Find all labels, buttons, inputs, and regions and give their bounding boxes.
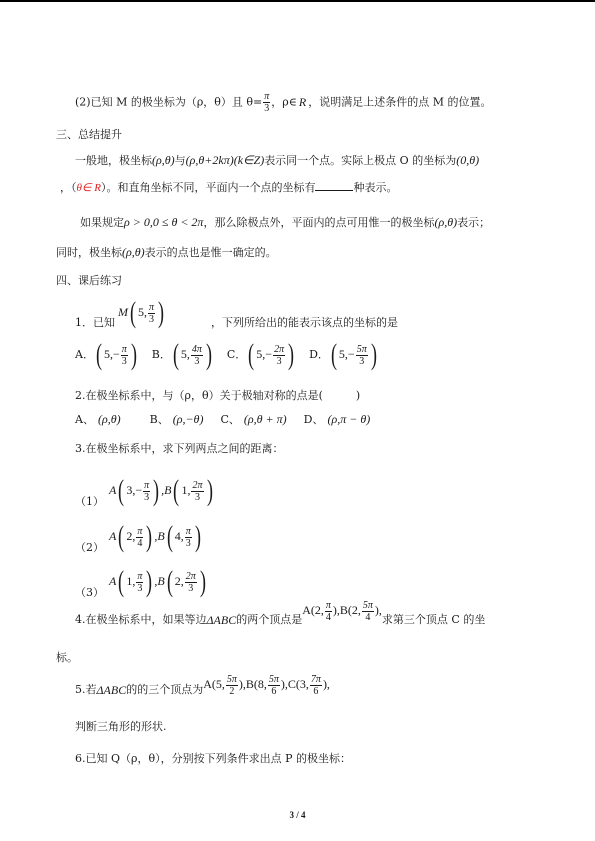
frac-num: π [185,525,191,537]
q1-option-c[interactable] [226,338,296,371]
point-B-frac [185,571,197,594]
q1-option-a[interactable] [75,338,139,371]
point-B-val: 1, [181,483,191,497]
s3p1-a: 一般地，极坐标 [75,154,152,167]
s3p2-d: 种表示。 [353,181,398,194]
q1-stem [75,313,398,330]
top-rule [0,0,595,2]
p2-post: ，说明满足上述条件的点 M 的位置。 [308,95,492,109]
q3-item-3 [75,556,208,608]
paren: ) [194,520,201,553]
q1-option-d-val: 5,− [338,347,355,361]
point-B-val: 4, [174,529,184,543]
s3p1-polar-2k: (ρ,θ+2kπ)(k∈Z) [185,153,265,167]
frac-den: 3 [121,355,127,367]
q1-paren-open: ( [130,296,136,329]
q1-option-b-label: B． [151,348,171,361]
q4-triangle: ΔABC [206,613,237,627]
q1-stem-a: 1．已知 [75,316,115,329]
paren: ) [146,565,153,598]
s3p2-theta-in-R: θ∈ R [76,182,101,194]
q1-options [75,339,379,370]
point-B-val: 2, [174,574,184,588]
q1-option-a-label: A． [75,348,94,361]
q3-item-1 [75,465,215,517]
q4-A-frac [325,600,332,623]
q1-option-d-label: D． [309,348,329,361]
p2-pre: (2)已知 M 的极坐标为（ρ，θ）且 θ= [75,95,263,109]
fill-blank[interactable] [315,180,353,191]
q2-option-a[interactable] [75,413,121,426]
q1-frac-num: π [149,301,155,313]
q5-A-frac [226,674,238,697]
q1-option-a-frac [121,344,128,367]
s3p2-a: ，（ [60,181,77,194]
frac-num: 5π [356,343,367,355]
frac-num: π [121,343,127,355]
frac-num: π [137,525,143,537]
point-A-val: 1, [126,574,136,588]
p2-rho: ，ρ∈ [271,95,297,109]
q1-option-c-val: 5,− [256,347,273,361]
q2-option-b-label: B、 [149,413,169,426]
paren: ) [288,338,295,371]
frac-num: 5π [226,673,237,685]
point-B: ,B [154,574,165,588]
q4-b: 的两个顶点是 [236,613,303,626]
frac-num: 7π [310,673,321,685]
q2-option-b[interactable] [150,413,204,426]
q1-stem-b: ，下列所给出的能表示该点的坐标的是 [211,316,398,329]
point-A: A [109,529,117,543]
paren: ) [199,565,206,598]
q1-option-d-frac [356,344,368,367]
paren: ( [248,338,255,371]
q5-vertices [203,670,330,699]
paren: ( [330,338,337,371]
section-4-title: 四、课后练习 [56,274,122,287]
p2-R: R [298,94,307,109]
frac-num: 2π [185,570,196,582]
point-A-val: 3,− [126,483,143,497]
frac-num: 4π [191,343,202,355]
q5-triangle: ΔABC [96,683,127,697]
frac-num: π [325,599,331,611]
q2-option-d-val: (ρ,π − θ) [327,412,371,426]
p2-frac-num: π [264,91,270,102]
q5-C: ),C(3, [280,677,309,691]
q4-a: 4.在极坐标系中，如果等边 [75,613,207,626]
paren: ( [118,474,125,507]
q2-option-a-label: A、 [75,413,94,426]
frac-num: 2π [274,343,285,355]
s3p3-c: ，那么除极点外，平面内的点可用惟一的极坐标 [203,216,435,229]
point-A: A [109,574,117,588]
paren: ) [146,520,153,553]
q5-A: A(5, [203,677,225,691]
q2-option-c[interactable] [220,413,286,426]
frac-den: 3 [144,491,150,503]
paren: ( [118,565,125,598]
q2-option-d-label: D、 [303,413,324,426]
p2-frac-den: 3 [264,103,270,114]
s3p1-c: 与 [174,154,186,167]
frac-den: 3 [137,582,143,594]
q2-options [75,412,370,427]
frac-num: 5π [268,673,279,685]
frac-num: 5π [362,599,373,611]
q3-item-3-label: （3） [75,586,104,599]
point-B: ,B [154,529,165,543]
q1-option-b[interactable] [151,338,214,371]
q1-M: M [118,305,128,319]
q4-c: 求第三个顶点 C 的坐 [381,613,486,626]
paren: ( [95,338,102,371]
paren: ) [370,338,377,371]
q2-option-d[interactable] [304,413,371,426]
q4-cont: 标。 [56,651,78,664]
frac-den: 4 [325,611,331,623]
q2-option-b-val: (ρ,−θ) [172,412,204,426]
q2-option-c-val: (ρ,θ + π) [243,412,287,426]
s3p3-polar: (ρ,θ) [434,215,458,229]
q5-b: 的的三个顶点为 [126,683,204,696]
q3-item-1-label: （1） [75,495,104,508]
point-B: ,B [161,483,172,497]
summary-line-4 [56,245,277,260]
point-A-frac [136,571,143,594]
frac-den: 3 [194,491,200,503]
q1-option-a-val: 5,− [103,347,120,361]
point-A: A [109,483,117,497]
frac-num: π [137,570,143,582]
q4-B-frac [362,600,374,623]
s3p3-condition: ρ > 0,0 ≤ θ < 2π [124,215,204,229]
frac-den: 3 [276,355,282,367]
paren: ) [205,338,212,371]
summary-line-2 [60,180,397,195]
q5-B-frac [268,674,280,697]
s3p2-c: ）。和直角坐标不同，平面内一个点的坐标有 [100,181,316,194]
q2-option-c-label: C、 [220,413,240,426]
q1-paren-close: ) [158,296,165,329]
page-number: 3 / 4 [289,810,306,820]
p2-frac [263,91,270,114]
paren: ( [173,474,180,507]
s3p1-e: 表示同一个点。实际上极点 O 的坐标为 [264,154,457,167]
paren: ( [166,565,173,598]
frac-den: 2 [229,685,235,697]
q1-option-b-val: 5, [180,347,190,361]
paren: ( [166,520,173,553]
q1-option-b-frac [191,344,203,367]
summary-line-3 [80,215,490,230]
point-A-frac [136,526,143,549]
q5-cont: 判断三角形的形状. [75,720,167,733]
point-B-frac [185,526,192,549]
q5-line [75,673,330,704]
point-A-frac [143,480,150,503]
frac-den: 6 [313,685,319,697]
s3p3-a: 如果规定 [80,216,124,229]
q4-end: ), [374,603,382,617]
frac-den: 3 [185,537,191,549]
paren: ( [172,338,179,371]
s3p4-polar: (ρ,θ) [122,245,145,259]
summary-line-1 [75,153,479,168]
frac-den: 3 [359,355,365,367]
q2-stem: 2.在极坐标系中，与（ρ，θ）关于极轴对称的点是( ) [75,389,361,402]
frac-num: π [144,479,150,491]
point-B-frac [191,480,203,503]
q5-B: ),B(8, [238,677,267,691]
problem-2-line [75,91,492,114]
q3-item-2-label: （2） [75,541,104,554]
q4-A: A(2, [302,603,324,617]
frac-num: 2π [192,479,203,491]
s3p4-c: 表示的点也是惟一确定的。 [144,246,277,259]
q5-end: ), [322,677,330,691]
q1-five: 5, [138,305,147,319]
frac-den: 6 [271,685,277,697]
q5-C-frac [310,674,322,697]
section-3-title: 三、总结提升 [56,128,122,141]
frac-den: 3 [188,582,194,594]
paren: ) [153,474,160,507]
q2-option-a-val: (ρ,θ) [97,412,121,426]
q3-stem: 3.在极坐标系中，求下列两点之间的距离： [75,442,284,455]
frac-den: 4 [365,611,371,623]
s3p1-polar: (ρ,θ) [152,153,175,167]
frac-den: 3 [194,355,200,367]
paren: ) [130,338,137,371]
q1-option-c-frac [273,344,285,367]
q6-stem: 6.已知 Q（ρ，θ），分别按下列条件求出点 P 的极坐标： [75,752,351,765]
frac-den: 4 [137,537,143,549]
s3p1-pole: (0,θ) [456,153,480,167]
s3p3-e: 表示； [457,216,491,229]
paren: ( [118,520,125,553]
s3p4-a: 同时，极坐标 [56,246,122,259]
q4-B: ),B(2, [332,603,361,617]
q1-option-d[interactable] [309,338,379,371]
paren: ) [206,474,213,507]
q1-option-c-label: C． [226,348,247,361]
q5-a: 5.若 [75,683,97,696]
q1-frac-den: 3 [149,313,154,325]
q4-vertices [302,596,382,625]
point-A-val: 2, [126,529,136,543]
